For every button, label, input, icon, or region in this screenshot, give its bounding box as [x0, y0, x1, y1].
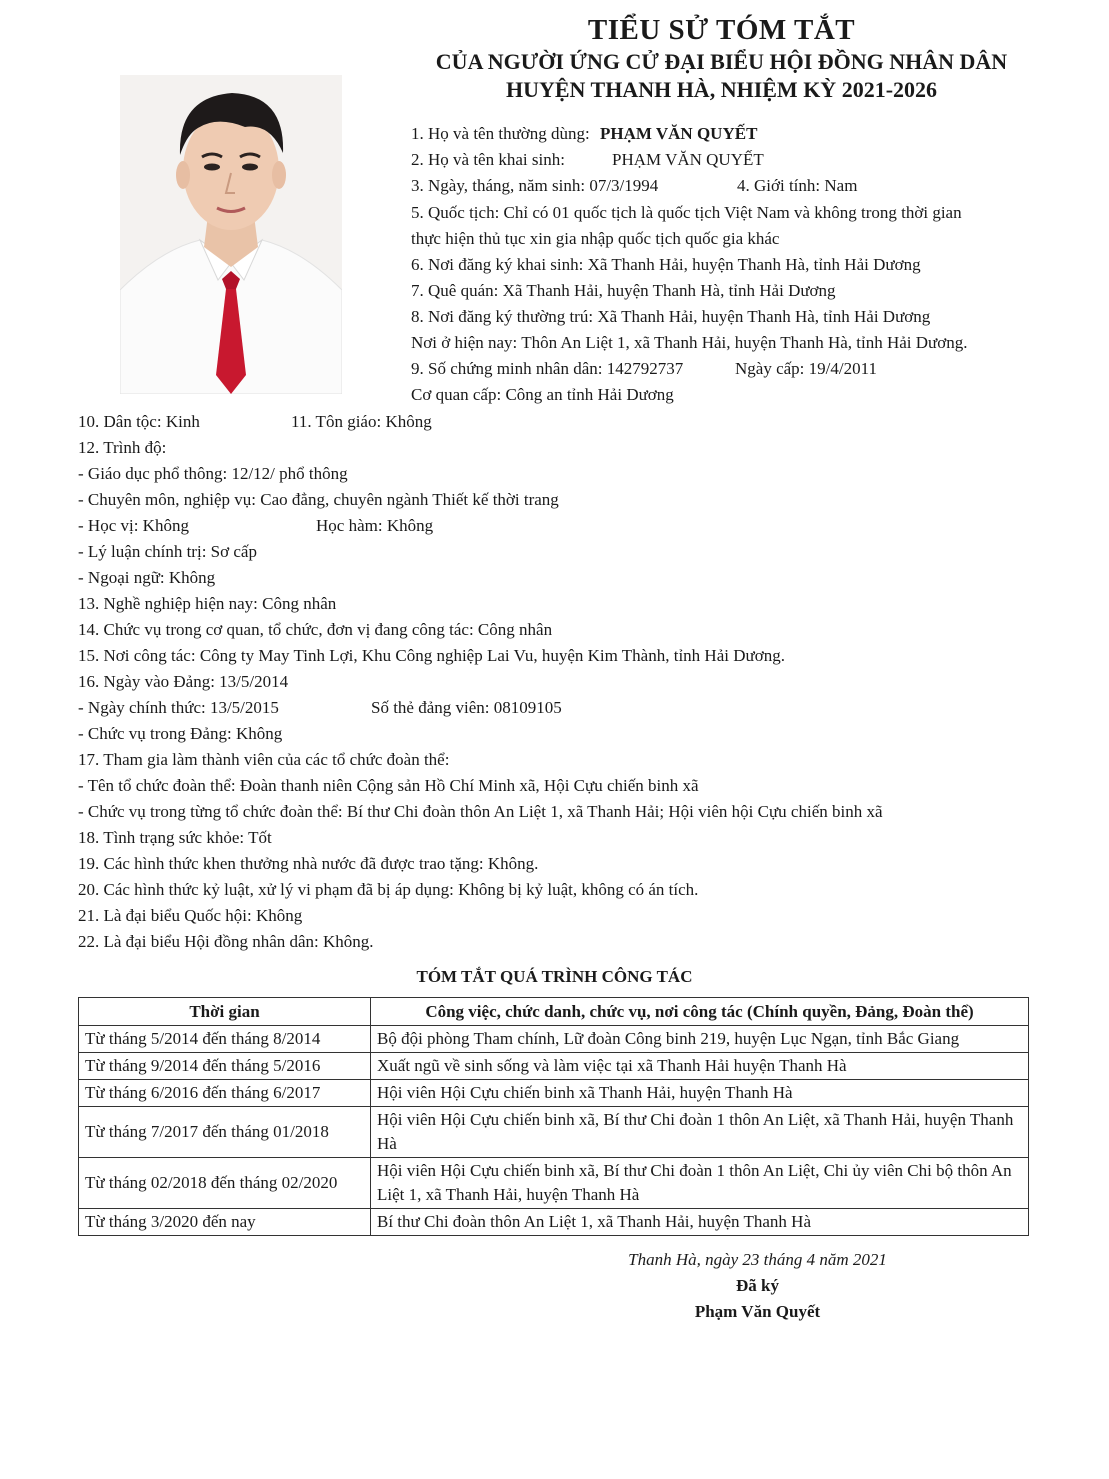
- field-foreign-language: - Ngoại ngữ: Không: [78, 568, 216, 587]
- row-description: Hội viên Hội Cựu chiến binh xã, Bí thư Chi đoàn 1 thôn An Liệt, Chi ủy viên Chi bộ thôn An Liệt 1, xã Thanh Hải, huyện Thanh Hà: [371, 1158, 1029, 1209]
- field-organization-positions: - Chức vụ trong từng tổ chức đoàn thể: Bí thư Chi đoàn thôn An Liệt 1, xã Thanh Hải; Hội viên hội Cựu chiến binh xã: [78, 802, 883, 821]
- row-description: Xuất ngũ về sinh sống và làm việc tại xã Thanh Hải huyện Thanh Hà: [371, 1053, 1029, 1080]
- field-party-card-number: Số thẻ đảng viên: 08109105: [371, 698, 562, 717]
- field-position: 14. Chức vụ trong cơ quan, tổ chức, đơn vị đang công tác: Công nhân: [78, 620, 553, 639]
- common-name-label: 1. Họ và tên thường dùng:: [411, 124, 590, 143]
- field-id-issuer: Cơ quan cấp: Công an tỉnh Hải Dương: [411, 385, 674, 404]
- field-national-assembly: 21. Là đại biểu Quốc hội: Không: [78, 906, 303, 925]
- field-hometown: 7. Quê quán: Xã Thanh Hải, huyện Thanh Hà, tỉnh Hải Dương: [411, 281, 836, 300]
- field-political-theory: - Lý luận chính trị: Sơ cấp: [78, 542, 257, 561]
- row-time: Từ tháng 5/2014 đến tháng 8/2014: [79, 1026, 371, 1053]
- field-birth-date: 3. Ngày, tháng, năm sinh: 07/3/1994: [411, 176, 659, 195]
- signature-status: Đã ký: [736, 1276, 779, 1295]
- signature-place-date: Thanh Hà, ngày 23 tháng 4 năm 2021: [628, 1250, 887, 1269]
- table-row: [79, 1053, 1029, 1080]
- field-common-name: [411, 123, 757, 145]
- field-current-residence: Nơi ở hiện nay: Thôn An Liệt 1, xã Thanh Hải, huyện Thanh Hà, tỉnh Hải Dương.: [411, 333, 968, 352]
- field-permanent-residence: 8. Nơi đăng ký thường trú: Xã Thanh Hải, huyện Thanh Hà, tỉnh Hải Dương: [411, 307, 931, 326]
- field-gender: 4. Giới tính: Nam: [737, 176, 858, 195]
- field-awards: 19. Các hình thức khen thưởng nhà nước đã được trao tặng: Không.: [78, 854, 539, 873]
- field-party-join-date: 16. Ngày vào Đảng: 13/5/2014: [78, 672, 289, 691]
- table-row: [79, 1158, 1029, 1209]
- table-row: [79, 1026, 1029, 1053]
- table-row: [79, 1209, 1029, 1236]
- birth-name-label: 2. Họ và tên khai sinh:: [411, 150, 565, 169]
- candidate-photo: [120, 75, 342, 394]
- row-description: Bí thư Chi đoàn thôn An Liệt 1, xã Thanh Hải, huyện Thanh Hà: [371, 1209, 1029, 1236]
- work-history-title: TÓM TẮT QUÁ TRÌNH CÔNG TÁC: [416, 967, 693, 986]
- field-academic-title: Học hàm: Không: [316, 516, 434, 535]
- table-row: [79, 1107, 1029, 1158]
- field-nationality-cont: thực hiện thủ tục xin gia nhập quốc tịch quốc gia khác: [411, 229, 780, 248]
- field-general-education: - Giáo dục phổ thông: 12/12/ phổ thông: [78, 464, 348, 483]
- field-id-issue-date: Ngày cấp: 19/4/2011: [735, 359, 877, 378]
- field-discipline: 20. Các hình thức kỷ luật, xử lý vi phạm đã bị áp dụng: Không bị kỷ luật, không có án tích.: [78, 880, 699, 899]
- column-header-work: Công việc, chức danh, chức vụ, nơi công tác (Chính quyền, Đảng, Đoàn thể): [371, 998, 1029, 1026]
- field-id-number: 9. Số chứng minh nhân dân: 142792737: [411, 359, 684, 378]
- row-description: Hội viên Hội Cựu chiến binh xã, Bí thư Chi đoàn 1 thôn An Liệt, xã Thanh Hải, huyện Thanh Hà: [371, 1107, 1029, 1158]
- signature-name: Phạm Văn Quyết: [694, 1302, 821, 1321]
- row-description: Hội viên Hội Cựu chiến binh xã Thanh Hải, huyện Thanh Hà: [371, 1080, 1029, 1107]
- field-birth-name: [411, 149, 764, 171]
- field-organization-names: - Tên tổ chức đoàn thể: Đoàn thanh niên Cộng sản Hồ Chí Minh xã, Hội Cựu chiến binh xã: [78, 776, 699, 795]
- birth-name-value: PHẠM VĂN QUYẾT: [612, 150, 764, 169]
- field-nationality: 5. Quốc tịch: Chỉ có 01 quốc tịch là quốc tịch Việt Nam và không trong thời gian: [411, 203, 962, 222]
- field-workplace: 15. Nơi công tác: Công ty May Tinh Lợi, Khu Công nghiệp Lai Vu, huyện Kim Thành, tỉnh Hải Dương.: [78, 646, 785, 665]
- field-specialization: - Chuyên môn, nghiệp vụ: Cao đẳng, chuyên ngành Thiết kế thời trang: [78, 490, 559, 509]
- row-description: Bộ đội phòng Tham chính, Lữ đoàn Công binh 219, huyện Lục Ngạn, tỉnh Bắc Giang: [371, 1026, 1029, 1053]
- field-ethnicity: 10. Dân tộc: Kinh: [78, 412, 200, 431]
- document-title: TIỂU SỬ TÓM TẮT: [587, 14, 856, 46]
- field-birth-place: 6. Nơi đăng ký khai sinh: Xã Thanh Hải, huyện Thanh Hà, tỉnh Hải Dương: [411, 255, 921, 274]
- field-organizations-heading: 17. Tham gia làm thành viên của các tổ chức đoàn thể:: [78, 750, 450, 769]
- field-religion: 11. Tôn giáo: Không: [291, 412, 432, 431]
- field-party-official-date: - Ngày chính thức: 13/5/2015: [78, 698, 279, 717]
- field-peoples-council: 22. Là đại biểu Hội đồng nhân dân: Không.: [78, 932, 374, 951]
- work-history-table: [78, 997, 1029, 1236]
- field-party-position: - Chức vụ trong Đảng: Không: [78, 724, 283, 743]
- table-row: [79, 1080, 1029, 1107]
- document-subtitle-term: HUYỆN THANH HÀ, NHIỆM KỲ 2021-2026: [505, 77, 938, 102]
- common-name-value: PHẠM VĂN QUYẾT: [600, 124, 758, 143]
- field-degree: - Học vị: Không: [78, 516, 189, 535]
- row-time: Từ tháng 9/2014 đến tháng 5/2016: [79, 1053, 371, 1080]
- row-time: Từ tháng 6/2016 đến tháng 6/2017: [79, 1080, 371, 1107]
- field-health: 18. Tình trạng sức khỏe: Tốt: [78, 828, 272, 847]
- column-header-time: Thời gian: [79, 998, 371, 1026]
- row-time: Từ tháng 3/2020 đến nay: [79, 1209, 371, 1236]
- row-time: Từ tháng 02/2018 đến tháng 02/2020: [79, 1158, 371, 1209]
- field-education-heading: 12. Trình độ:: [78, 438, 167, 457]
- field-occupation: 13. Nghề nghiệp hiện nay: Công nhân: [78, 594, 337, 613]
- table-header-row: [79, 998, 1029, 1026]
- document-subtitle: CỦA NGƯỜI ỨNG CỬ ĐẠI BIỂU HỘI ĐỒNG NHÂN DÂN: [435, 49, 1008, 74]
- row-time: Từ tháng 7/2017 đến tháng 01/2018: [79, 1107, 371, 1158]
